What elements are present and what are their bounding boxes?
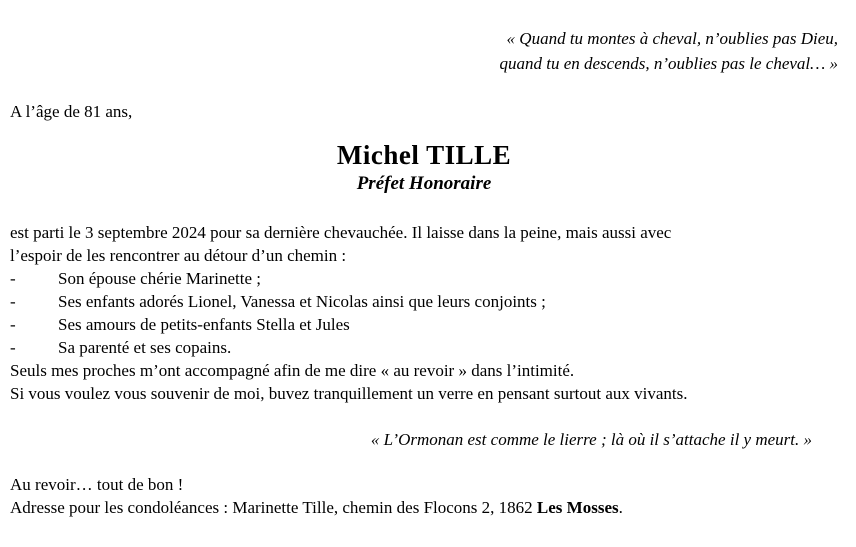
- closing-line-2: Si vous voulez vous souvenir de moi, buvez tranquillement un verre en pensant surtout aux vivants.: [10, 384, 688, 403]
- list-item: [10, 267, 838, 290]
- list-item-text: Sa parenté et ses copains.: [58, 338, 232, 357]
- announcement-paragraph: [10, 221, 838, 267]
- farewell-line: Au revoir… tout de bon !: [10, 475, 184, 494]
- age-intro: A l’âge de 81 ans,: [10, 102, 133, 121]
- announcement-line-1: est parti le 3 septembre 2024 pour sa dernière chevauchée. Il laisse dans la peine, mais aussi avec: [10, 223, 672, 242]
- deceased-honorific-title: Préfet Honoraire: [356, 173, 492, 194]
- address-locality-bold: Les Mosses: [536, 498, 619, 517]
- list-item: [10, 336, 838, 359]
- list-item-text: Son épouse chérie Marinette ;: [58, 269, 261, 288]
- list-dash-marker: -: [10, 269, 16, 288]
- list-dash-marker: -: [10, 338, 16, 357]
- closing-line-1: Seuls mes proches m’ont accompagné afin de me dire « au revoir » dans l’intimité.: [10, 361, 575, 380]
- deceased-name: Michel TILLE: [336, 140, 512, 170]
- list-item: [10, 313, 838, 336]
- closing-quote: « L’Ormonan est comme le lierre ; là où il s’attache il y meurt. »: [370, 430, 812, 449]
- address-period: .: [618, 498, 623, 517]
- announcement-line-2: l’espoir de les rencontrer au détour d’un chemin :: [10, 246, 347, 265]
- address-text: Adresse pour les condoléances : Marinette Tille, chemin des Flocons 2, 1862: [10, 498, 537, 517]
- list-item-text: Ses amours de petits-enfants Stella et Jules: [58, 315, 350, 334]
- list-item-text: Ses enfants adorés Lionel, Vanessa et Nicolas ainsi que leurs conjoints ;: [58, 292, 546, 311]
- list-item: [10, 290, 838, 313]
- opening-quote-line-1: « Quand tu montes à cheval, n’oublies pas Dieu,: [506, 29, 838, 48]
- list-dash-marker: -: [10, 315, 16, 334]
- condolence-address-line: [10, 496, 838, 519]
- survivors-list: [10, 267, 838, 359]
- opening-quote-line-2: quand tu en descends, n’oublies pas le cheval… »: [499, 54, 838, 73]
- list-dash-marker: -: [10, 292, 16, 311]
- opening-quote: [10, 26, 838, 76]
